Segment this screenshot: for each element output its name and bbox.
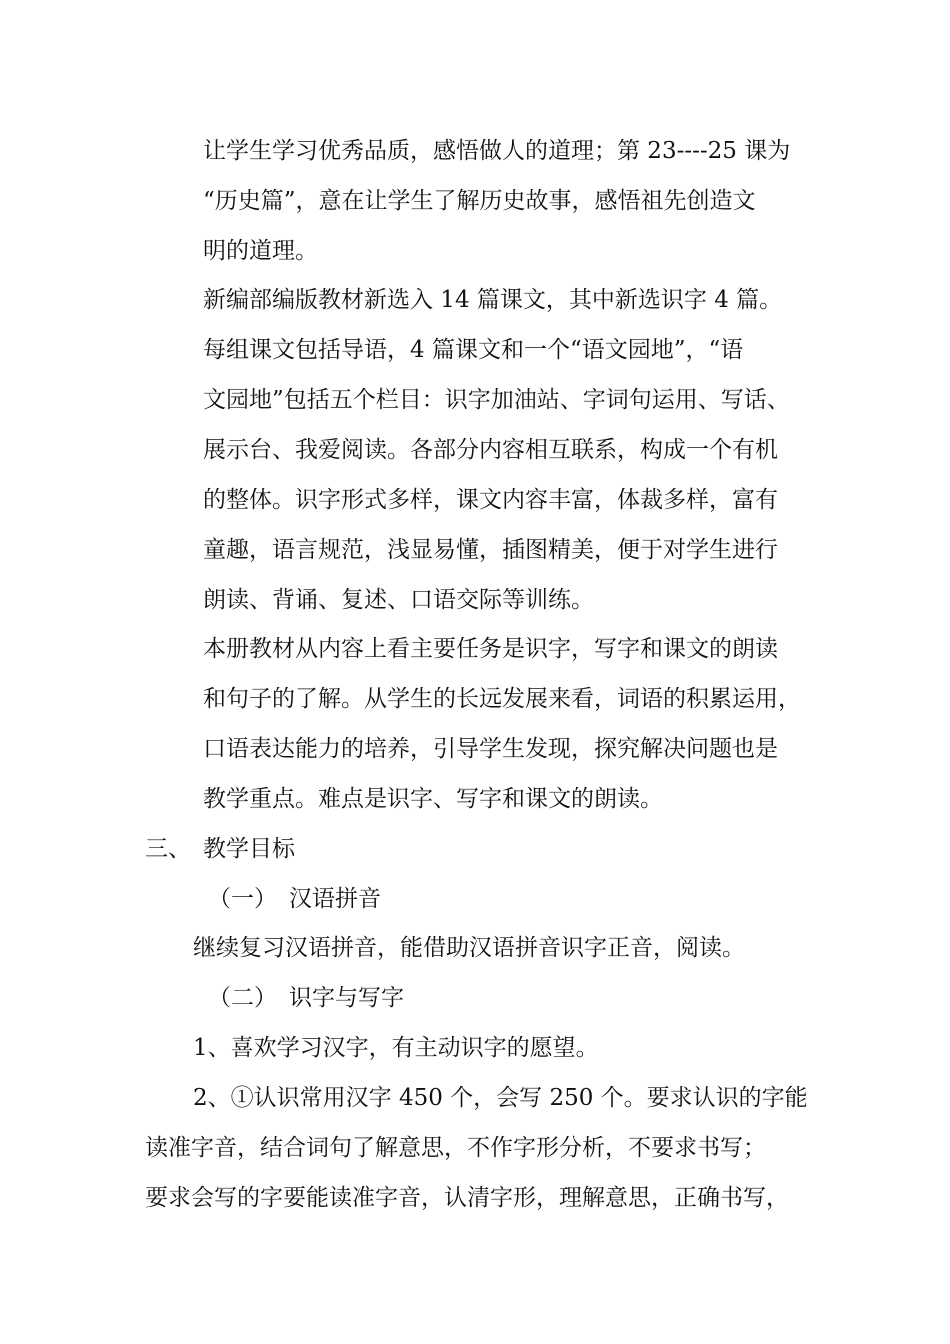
subsection-number: （一）	[208, 886, 277, 912]
list-item: 1、喜欢学习汉字，有主动识字的愿望。	[193, 1035, 599, 1061]
subsection-title: 汉语拼音	[289, 886, 381, 912]
body-line: 口语表达能力的培养，引导学生发现，探究解决问题也是	[203, 736, 778, 762]
body-line: 本册教材从内容上看主要任务是识字，写字和课文的朗读	[203, 636, 778, 662]
subsection-number: （二）	[208, 985, 277, 1011]
body-line: 童趣，语言规范，浅显易懂，插图精美，便于对学生进行	[203, 537, 778, 563]
section-title: 教学目标	[203, 836, 295, 862]
subsection-title: 识字与写字	[289, 985, 404, 1011]
body-line: 每组课文包括导语，4 篇课文和一个“语文园地”，“语	[203, 337, 744, 363]
body-line: 明的道理。	[203, 238, 318, 264]
body-line: 文园地”包括五个栏目：识字加油站、字词句运用、写话、	[203, 387, 790, 413]
body-line: 和句子的了解。从学生的长远发展来看，词语的积累运用，	[203, 686, 801, 712]
body-line: “历史篇”，意在让学生了解历史故事，感悟祖先创造文	[203, 188, 756, 214]
list-item-continuation: 要求会写的字要能读准字音，认清字形，理解意思，正确书写，	[145, 1185, 789, 1211]
body-line: 展示台、我爱阅读。各部分内容相互联系，构成一个有机	[203, 437, 778, 463]
body-line: 教学重点。难点是识字、写字和课文的朗读。	[203, 786, 663, 812]
paragraph: 继续复习汉语拼音，能借助汉语拼音识字正音，阅读。	[193, 935, 745, 961]
list-item-continuation: 读准字音，结合词句了解意思，不作字形分析，不要求书写；	[145, 1135, 766, 1161]
body-line: 新编部编版教材新选入 14 篇课文，其中新选识字 4 篇。	[203, 287, 783, 313]
list-item: 2、①认识常用汉字 450 个，会写 250 个。要求认识的字能	[193, 1085, 808, 1111]
body-line: 的整体。识字形式多样，课文内容丰富，体裁多样，富有	[203, 487, 778, 513]
body-line: 朗读、背诵、复述、口语交际等训练。	[203, 587, 594, 613]
body-line: 让学生学习优秀品质，感悟做人的道理；第 23----25 课为	[203, 138, 791, 164]
section-number: 三、	[145, 836, 191, 862]
